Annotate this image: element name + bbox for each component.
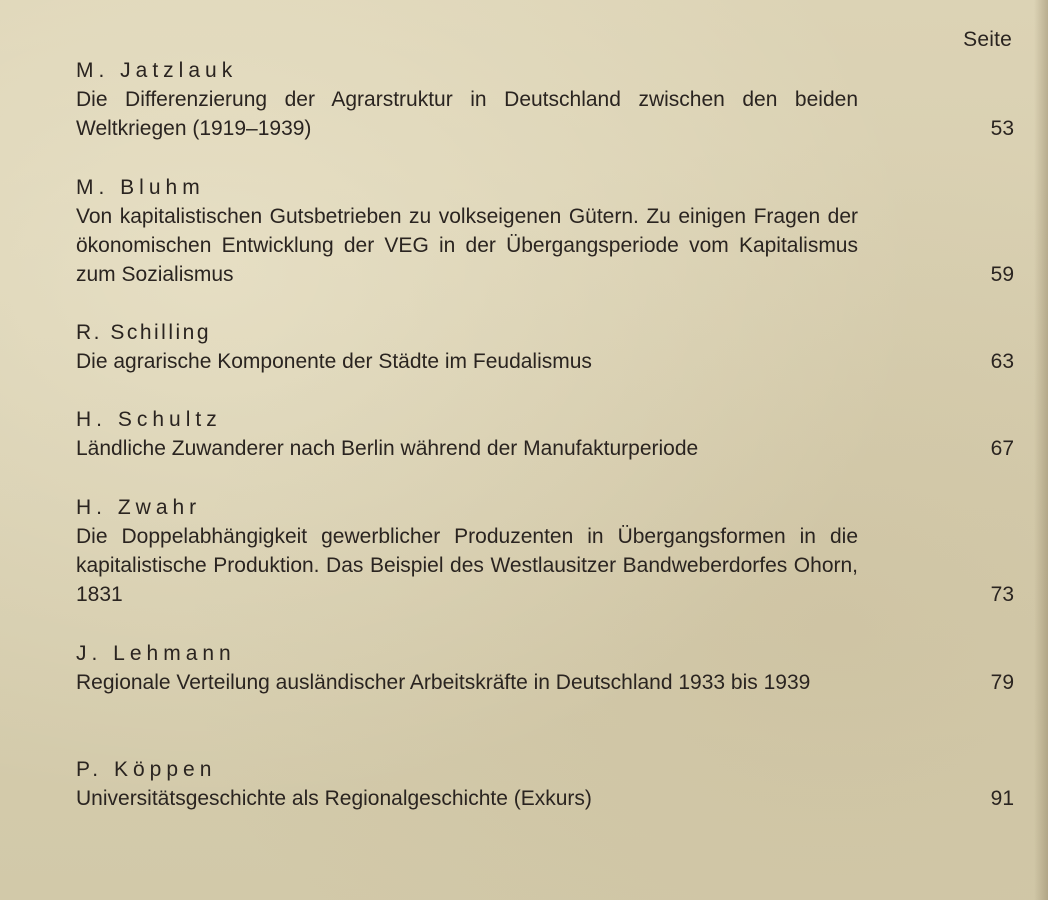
toc-entry xyxy=(76,56,1014,143)
toc-entry xyxy=(76,493,1014,609)
entry-author: H. Schultz xyxy=(76,408,222,431)
entry-page-number: 59 xyxy=(990,263,1014,286)
entry-page-number: 63 xyxy=(990,350,1014,373)
entry-page-number: 79 xyxy=(990,671,1014,694)
toc-entry xyxy=(76,318,1014,376)
entry-page-number: 73 xyxy=(990,583,1014,606)
toc-entry xyxy=(76,173,1014,289)
page-edge-shadow xyxy=(1034,0,1048,900)
entry-title: Ländliche Zuwanderer nach Berlin während der Manufakturperiode xyxy=(76,437,699,460)
toc-entry xyxy=(76,755,1014,813)
entry-title: Die Differenzierung der Agrarstruktur in Deutschland zwischen den beiden Weltkriegen (1919–1939) xyxy=(76,88,858,140)
entry-author: J. Lehmann xyxy=(76,642,236,665)
entry-title: Von kapitalistischen Gutsbetrieben zu volkseigenen Gütern. Zu einigen Fragen der ökonomischen Entwicklung der VEG in der Übergangsperiode vom Kapitalismus zum Sozialismus xyxy=(76,205,858,286)
entry-page-number: 67 xyxy=(990,437,1014,460)
entry-author: M. Jatzlauk xyxy=(76,59,238,82)
toc-entry xyxy=(76,639,1014,697)
entry-title: Regionale Verteilung ausländischer Arbeitskräfte in Deutschland 1933 bis 1939 xyxy=(76,671,811,694)
entry-author: H. Zwahr xyxy=(76,496,202,519)
entry-author: R. Schilling xyxy=(76,321,212,344)
entry-title: Die Doppelabhängigkeit gewerblicher Produzenten in Übergangsformen in die kapitalistische Produktion. Das Beispiel des Westlausitzer Bandweberdorfes Ohorn, 1831 xyxy=(76,525,858,606)
entry-title: Universitätsgeschichte als Regionalgeschichte (Exkurs) xyxy=(76,787,592,810)
entry-author: M. Bluhm xyxy=(76,176,205,199)
entry-page-number: 91 xyxy=(990,787,1014,810)
entry-title: Die agrarische Komponente der Städte im Feudalismus xyxy=(76,350,592,373)
entry-author: P. Köppen xyxy=(76,758,217,781)
entry-page-number: 53 xyxy=(990,117,1014,140)
toc-entry xyxy=(76,405,1014,463)
page-column-label: Seite xyxy=(963,28,1012,51)
